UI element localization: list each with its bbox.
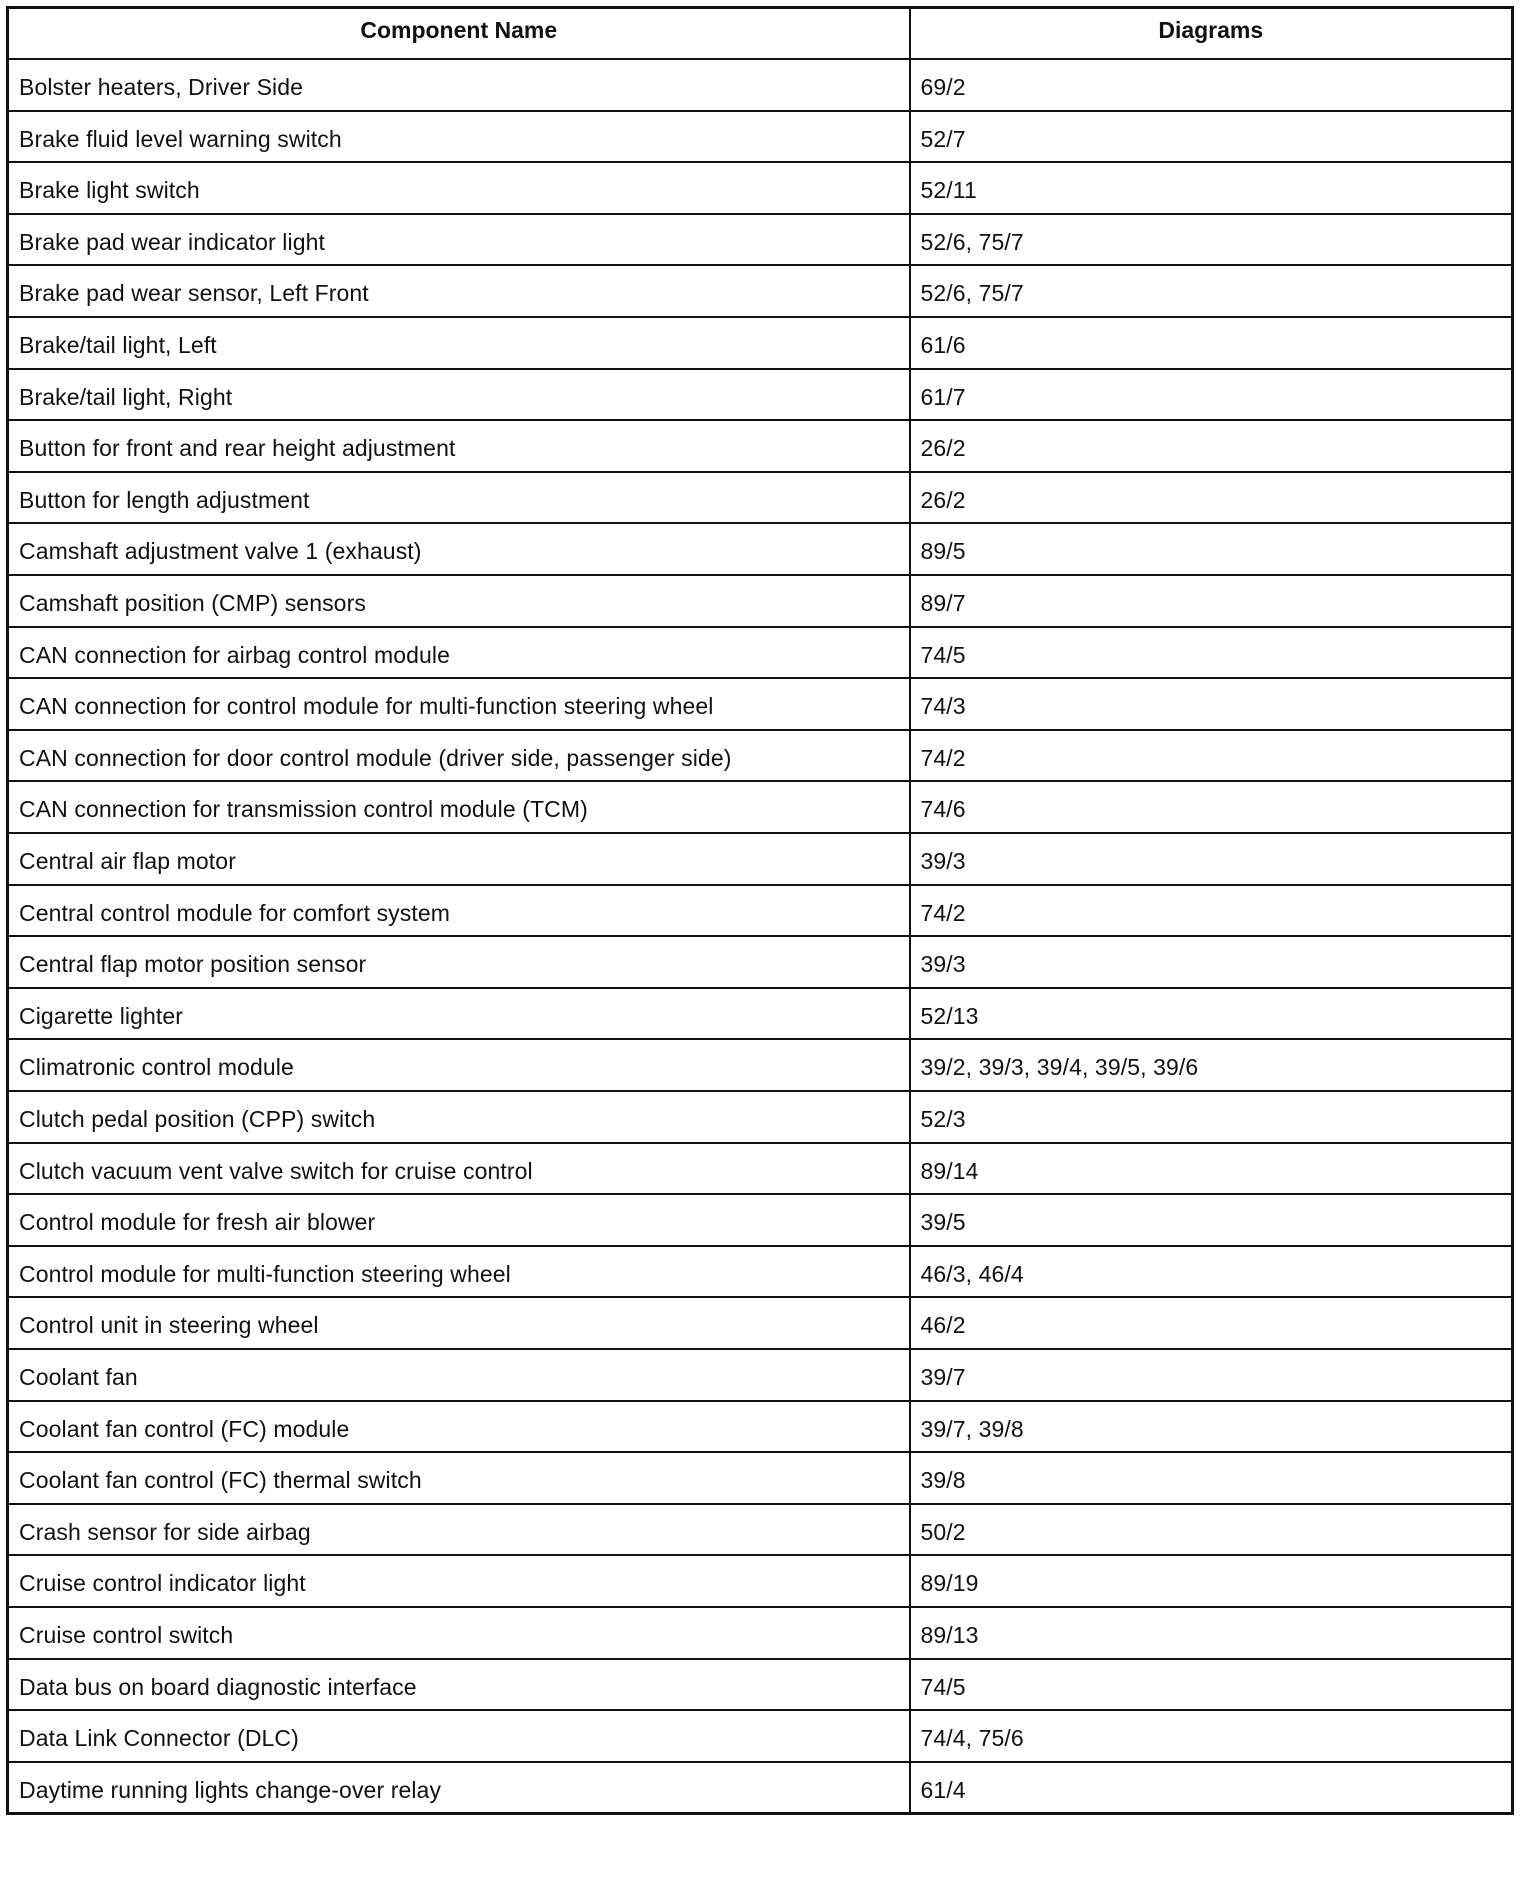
- table-row: [8, 523, 1513, 575]
- cell-diagrams: 74/5: [910, 627, 1513, 679]
- cell-component-name: Control module for multi-function steering wheel: [8, 1246, 910, 1298]
- cell-component-name: Brake/tail light, Right: [8, 369, 910, 421]
- cell-component-name: Brake pad wear indicator light: [8, 214, 910, 266]
- cell-component-name: CAN connection for door control module (driver side, passenger side): [8, 730, 910, 782]
- component-table-container: [6, 6, 1511, 1815]
- cell-diagrams: 46/3, 46/4: [910, 1246, 1513, 1298]
- cell-component-name: Data bus on board diagnostic interface: [8, 1659, 910, 1711]
- cell-diagrams: 61/7: [910, 369, 1513, 421]
- table-row: [8, 1607, 1513, 1659]
- cell-component-name: Coolant fan: [8, 1349, 910, 1401]
- cell-diagrams: 52/3: [910, 1091, 1513, 1143]
- cell-component-name: Camshaft position (CMP) sensors: [8, 575, 910, 627]
- table-row: [8, 1659, 1513, 1711]
- header-diagrams: Diagrams: [910, 8, 1513, 60]
- cell-diagrams: 52/7: [910, 111, 1513, 163]
- table-row: [8, 1349, 1513, 1401]
- cell-diagrams: 52/13: [910, 988, 1513, 1040]
- cell-component-name: Daytime running lights change-over relay: [8, 1762, 910, 1814]
- cell-diagrams: 74/6: [910, 781, 1513, 833]
- cell-diagrams: 74/5: [910, 1659, 1513, 1711]
- cell-diagrams: 52/11: [910, 162, 1513, 214]
- cell-diagrams: 89/19: [910, 1555, 1513, 1607]
- cell-diagrams: 39/2, 39/3, 39/4, 39/5, 39/6: [910, 1039, 1513, 1091]
- table-row: [8, 420, 1513, 472]
- cell-component-name: Crash sensor for side airbag: [8, 1504, 910, 1556]
- cell-diagrams: 74/4, 75/6: [910, 1710, 1513, 1762]
- table-row: [8, 1762, 1513, 1814]
- cell-component-name: Brake pad wear sensor, Left Front: [8, 265, 910, 317]
- table-row: [8, 988, 1513, 1040]
- table-header-row: [8, 8, 1513, 60]
- cell-diagrams: 39/7, 39/8: [910, 1401, 1513, 1453]
- cell-component-name: Coolant fan control (FC) thermal switch: [8, 1452, 910, 1504]
- cell-diagrams: 89/7: [910, 575, 1513, 627]
- table-row: [8, 1555, 1513, 1607]
- cell-diagrams: 52/6, 75/7: [910, 214, 1513, 266]
- cell-component-name: Brake/tail light, Left: [8, 317, 910, 369]
- cell-diagrams: 61/4: [910, 1762, 1513, 1814]
- table-row: [8, 1297, 1513, 1349]
- cell-component-name: Central air flap motor: [8, 833, 910, 885]
- table-row: [8, 111, 1513, 163]
- cell-component-name: Bolster heaters, Driver Side: [8, 59, 910, 111]
- table-row: [8, 317, 1513, 369]
- table-row: [8, 369, 1513, 421]
- cell-component-name: Camshaft adjustment valve 1 (exhaust): [8, 523, 910, 575]
- cell-component-name: Climatronic control module: [8, 1039, 910, 1091]
- cell-diagrams: 89/5: [910, 523, 1513, 575]
- table-row: [8, 627, 1513, 679]
- component-diagram-table: [6, 6, 1514, 1815]
- cell-component-name: Coolant fan control (FC) module: [8, 1401, 910, 1453]
- table-row: [8, 781, 1513, 833]
- cell-diagrams: 89/13: [910, 1607, 1513, 1659]
- table-row: [8, 936, 1513, 988]
- cell-diagrams: 39/7: [910, 1349, 1513, 1401]
- cell-component-name: Cigarette lighter: [8, 988, 910, 1040]
- cell-component-name: Button for front and rear height adjustment: [8, 420, 910, 472]
- table-row: [8, 730, 1513, 782]
- table-row: [8, 885, 1513, 937]
- cell-component-name: Control unit in steering wheel: [8, 1297, 910, 1349]
- cell-component-name: Brake fluid level warning switch: [8, 111, 910, 163]
- cell-diagrams: 39/5: [910, 1194, 1513, 1246]
- cell-component-name: Brake light switch: [8, 162, 910, 214]
- table-row: [8, 59, 1513, 111]
- table-row: [8, 1246, 1513, 1298]
- cell-diagrams: 74/3: [910, 678, 1513, 730]
- cell-component-name: Button for length adjustment: [8, 472, 910, 524]
- cell-component-name: Central flap motor position sensor: [8, 936, 910, 988]
- cell-diagrams: 50/2: [910, 1504, 1513, 1556]
- table-row: [8, 1194, 1513, 1246]
- table-row: [8, 1504, 1513, 1556]
- table-row: [8, 1401, 1513, 1453]
- table-row: [8, 162, 1513, 214]
- cell-component-name: CAN connection for airbag control module: [8, 627, 910, 679]
- table-row: [8, 265, 1513, 317]
- cell-component-name: Cruise control switch: [8, 1607, 910, 1659]
- cell-component-name: Clutch vacuum vent valve switch for cruise control: [8, 1143, 910, 1195]
- table-row: [8, 214, 1513, 266]
- table-row: [8, 1452, 1513, 1504]
- table-row: [8, 1710, 1513, 1762]
- cell-component-name: Control module for fresh air blower: [8, 1194, 910, 1246]
- table-row: [8, 833, 1513, 885]
- cell-component-name: Central control module for comfort system: [8, 885, 910, 937]
- cell-diagrams: 69/2: [910, 59, 1513, 111]
- cell-component-name: CAN connection for transmission control module (TCM): [8, 781, 910, 833]
- table-row: [8, 1143, 1513, 1195]
- cell-diagrams: 39/8: [910, 1452, 1513, 1504]
- cell-diagrams: 61/6: [910, 317, 1513, 369]
- cell-component-name: Data Link Connector (DLC): [8, 1710, 910, 1762]
- table-row: [8, 472, 1513, 524]
- table-row: [8, 1091, 1513, 1143]
- cell-diagrams: 74/2: [910, 885, 1513, 937]
- cell-diagrams: 74/2: [910, 730, 1513, 782]
- cell-component-name: Cruise control indicator light: [8, 1555, 910, 1607]
- cell-diagrams: 39/3: [910, 833, 1513, 885]
- cell-diagrams: 52/6, 75/7: [910, 265, 1513, 317]
- cell-diagrams: 26/2: [910, 420, 1513, 472]
- cell-diagrams: 39/3: [910, 936, 1513, 988]
- header-component-name: Component Name: [8, 8, 910, 60]
- cell-component-name: CAN connection for control module for multi-function steering wheel: [8, 678, 910, 730]
- table-row: [8, 575, 1513, 627]
- table-row: [8, 678, 1513, 730]
- table-body: [8, 59, 1513, 1813]
- cell-diagrams: 46/2: [910, 1297, 1513, 1349]
- cell-diagrams: 89/14: [910, 1143, 1513, 1195]
- cell-component-name: Clutch pedal position (CPP) switch: [8, 1091, 910, 1143]
- table-row: [8, 1039, 1513, 1091]
- cell-diagrams: 26/2: [910, 472, 1513, 524]
